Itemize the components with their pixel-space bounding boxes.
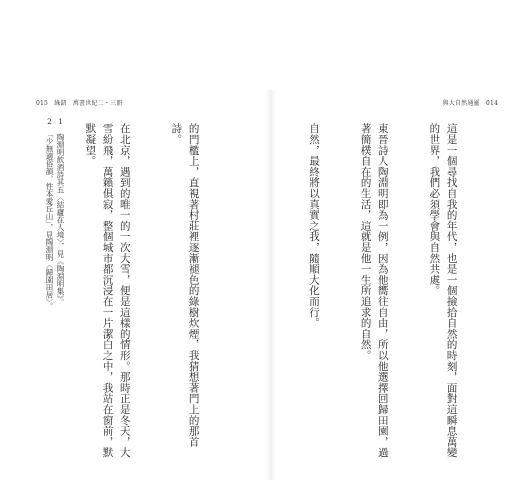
right-page [276, 95, 498, 475]
footnote: 1 陶淵明飲酒詩其五〈結廬在人境〉，見《陶淵明集》。 [56, 117, 65, 306]
left-page [34, 95, 266, 475]
left-page-body [61, 123, 236, 467]
footnotes [40, 117, 66, 467]
footnote: 2 「少無適俗韻，性本愛丘山」，見陶淵明〈歸園田居〉。 [45, 117, 54, 310]
right-paragraph: 自然，最終將以真實之我，隨順大化而行。 [307, 123, 320, 329]
left-running-head: 015 綠鈕 萬書世紀二・三冊 [36, 100, 123, 107]
right-paragraph: 東晉詩人陶淵明即為一例，因為他嚮往自由，所以他選擇回歸田園，過著簡樸自在的生活，這就是他一生所追求的自然。 [359, 123, 389, 458]
left-paragraph: 在北京，遇到的唯一的一次大雪，便是這樣的情形。那時正是冬天，大雪紛飛，萬籟俱寂，整個城市都沉浸在一片潔白之中，我站在窗前，默默凝望。 [84, 123, 131, 458]
right-paragraph: 這是一個尋找自我的年代，也是一個撿拾自然的時刻，面對這瞬息萬變的世界，我們必須學會與自然共處。 [428, 123, 458, 458]
left-paragraph: 的門檻上，直視著村莊裡逐漸褪色的綠樹炊煙，我猜想著門上的那首詩。 [170, 123, 200, 447]
right-page-body [284, 123, 494, 467]
right-running-head: 與大自然通靈 014 [442, 100, 498, 107]
book-gutter [266, 90, 276, 480]
